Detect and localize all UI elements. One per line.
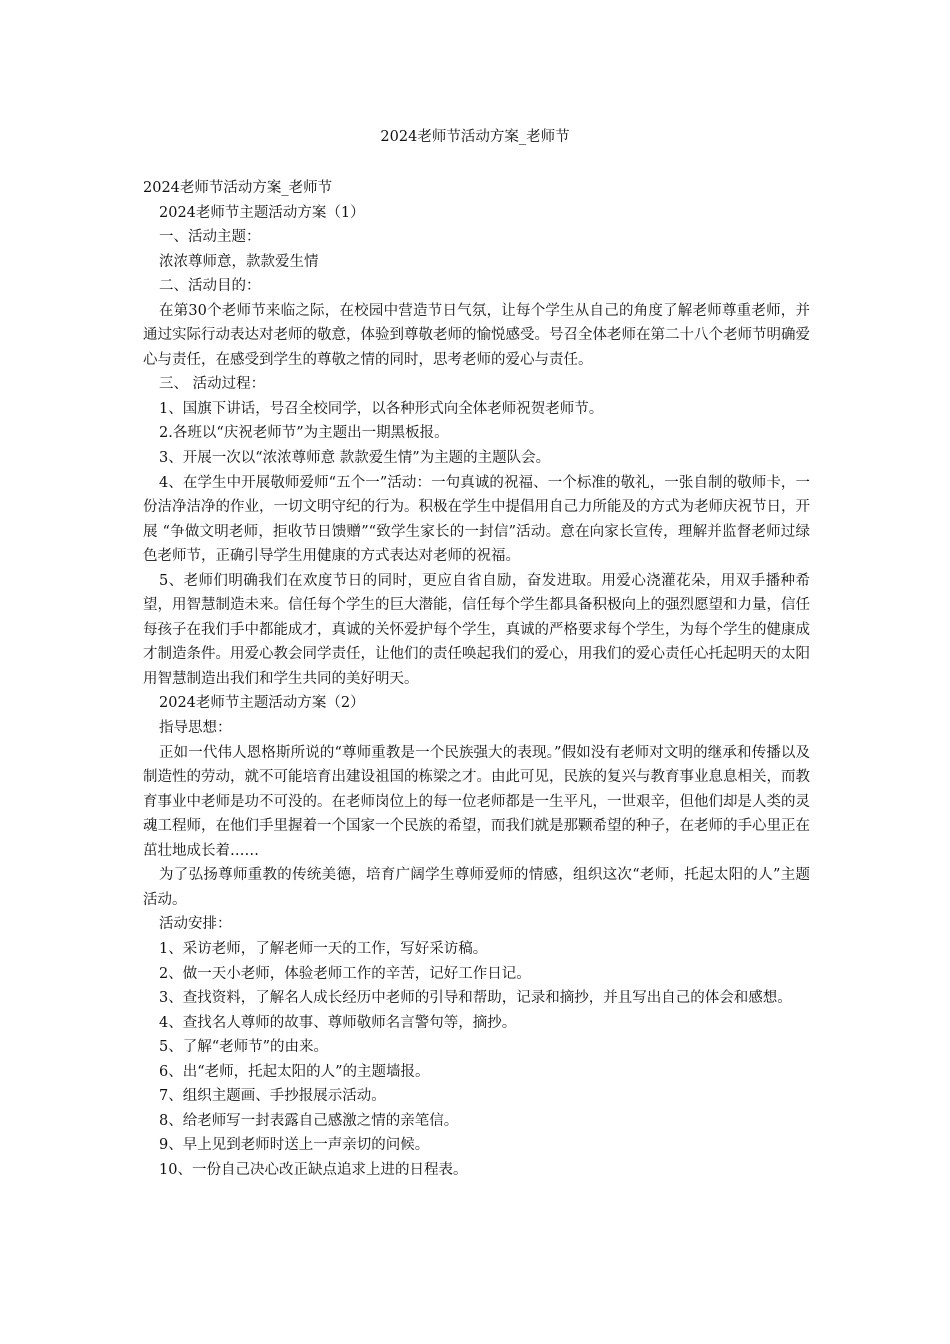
paragraph-guidance-text: 正如一代伟人恩格斯所说的“尊师重教是一个民族强大的表现。”假如没有老师对文明的继承和传播以及制造性的劳动，就不可能培育出建设祖国的栋梁之才。由此可见，民族的复兴与教育事业息息相关，而教育事业中老师是功不可没的。在老师岗位上的每一位老师都是一生平凡，一世艰辛，但他们却是人类的灵魂工程师，在他们手里握着一个国家一个民族的希望，而我们就是那颗希望的种子，在老师的手心里正在茁壮地成长着…… xyxy=(143,744,810,859)
paragraph-guidance-text: 为了弘扬尊师重教的传统美德，培育广阔学生尊师爱师的情感，组织这次“老师，托起太阳的人”主题活动。 xyxy=(143,867,810,908)
paragraph-process-item: 3、开展一次以“浓浓尊师意 款款爱生情”为主题的主题队会。 xyxy=(159,450,551,467)
paragraph-purpose-text: 在第30个老师节来临之际，在校园中营造节日气氛，让每个学生从自己的角度了解老师尊重老师，并通过实际行动表达对老师的敬意，体验到尊敬老师的愉悦感受。号召全体老师在第二十八个老师节明确爱心与责任，在感受到学生的尊敬之情的同时，思考老师的爱心与责任。 xyxy=(143,302,810,368)
paragraph-section-arrangement: 活动安排： xyxy=(159,916,232,933)
document-title: 2024老师节活动方案_老师节 xyxy=(380,129,570,145)
paragraph-process-item: 4、在学生中开展敬师爱师“五个一”活动：一句真诚的祝福、一个标准的敬礼，一张自制的敬师卡，一份洁净洁净的作业，一切文明守纪的行为。积极在学生中提倡用自己力所能及的方式为老师庆祝节日，开展 “争做文明老师，拒收节日馈赠”“致学生家长的一封信”活动。意在向家长宣传，理解并监督老师过绿色老师节，正确引导学生用健康的方式表达对老师的祝福。 xyxy=(143,474,810,565)
paragraph-arrangement-item: 5、了解“老师节”的由来。 xyxy=(159,1039,329,1056)
paragraph-arrangement-item: 1、采访老师，了解老师一天的工作，写好采访稿。 xyxy=(159,940,488,957)
paragraph-heading: 2024老师节活动方案_老师节 xyxy=(143,180,333,196)
paragraph-section-process: 三、 活动过程： xyxy=(159,376,266,393)
paragraph-section-theme: 一、活动主题： xyxy=(159,229,261,246)
paragraph-section-guidance: 指导思想： xyxy=(159,720,232,737)
paragraph-plan-2-title: 2024老师节主题活动方案（2） xyxy=(159,695,365,712)
paragraph-arrangement-item: 7、组织主题画、手抄报展示活动。 xyxy=(159,1088,386,1105)
paragraph-process-item: 5、老师们明确我们在欢度节日的同时，更应自省自励，奋发进取。用爱心浇灌花朵，用双手播种希望，用智慧制造未来。信任每个学生的巨大潜能，信任每个学生都具备积极向上的强烈愿望和力量，信任每孩子在我们手中都能成才，真诚的关怀爱护每个学生，真诚的严格要求每个学生，为每个学生的健康成才制造条件。用爱心教会同学责任，让他们的责任唤起我们的爱心，用我们的爱心责任心托起明天的太阳用智慧制造出我们和学生共同的美好明天。 xyxy=(143,572,810,687)
document-body xyxy=(143,176,810,1182)
paragraph-plan-1-title: 2024老师节主题活动方案（1） xyxy=(159,204,365,221)
paragraph-arrangement-item: 3、查找资料，了解名人成长经历中老师的引导和帮助，记录和摘抄，并且写出自己的体会和感想。 xyxy=(159,990,792,1007)
paragraph-process-item: 2.各班以“庆祝老师节”为主题出一期黑板报。 xyxy=(159,425,449,442)
paragraph-arrangement-item: 2、做一天小老师，体验老师工作的辛苦，记好工作日记。 xyxy=(159,965,531,982)
paragraph-arrangement-item: 8、给老师写一封表露自己感激之情的亲笔信。 xyxy=(159,1112,459,1129)
paragraph-arrangement-item: 4、查找名人尊师的故事、尊师敬师名言警句等，摘抄。 xyxy=(159,1014,517,1031)
paragraph-arrangement-item: 6、出“老师，托起太阳的人”的主题墙报。 xyxy=(159,1063,430,1080)
paragraph-section-purpose: 二、活动目的： xyxy=(159,278,261,295)
paragraph-theme-text: 浓浓尊师意，款款爱生情 xyxy=(159,253,319,270)
paragraph-process-item: 1、国旗下讲话，号召全校同学，以各种形式向全体老师祝贺老师节。 xyxy=(159,400,604,417)
paragraph-arrangement-item: 10、一份自己决心改正缺点追求上进的日程表。 xyxy=(159,1161,468,1178)
paragraph-arrangement-item: 9、早上见到老师时送上一声亲切的问候。 xyxy=(159,1137,430,1154)
